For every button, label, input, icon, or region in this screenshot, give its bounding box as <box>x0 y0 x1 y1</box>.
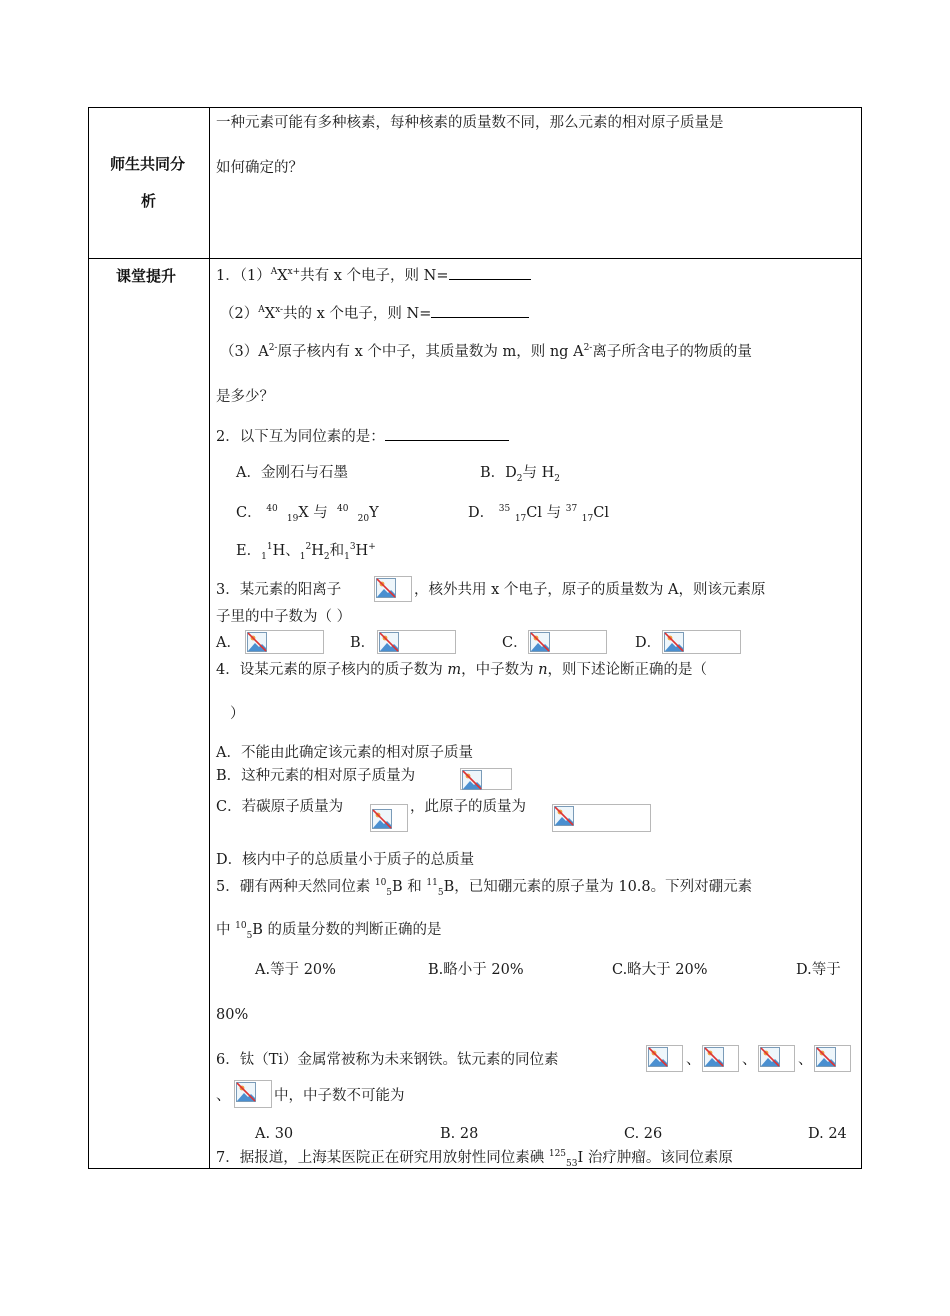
q3-option-b: B． <box>350 635 376 651</box>
broken-image-icon <box>816 1047 836 1067</box>
q2-option-a: A．金刚石与石墨 <box>236 465 348 481</box>
q4-option-b: B．这种元素的相对原子质量为 <box>216 768 416 784</box>
q3-line1-post: ，核外共用 x 个电子，原子的质量数为 A，则该元素原 <box>414 582 766 598</box>
broken-image-icon <box>760 1047 780 1067</box>
q2-option-d: D． $^{35}$ $_{17}$Cl 与 $^{37}$ $_{17}$Cl <box>468 504 609 524</box>
q6-isotope-image-5 <box>234 1080 272 1108</box>
q3-cation-image <box>374 576 412 602</box>
q5-line2: 中 $^{10}_5$B 的质量分数的判断正确的是 <box>216 921 442 941</box>
row-divider <box>89 258 861 259</box>
broken-image-icon <box>462 770 482 790</box>
broken-image-icon <box>704 1047 724 1067</box>
q2-option-c: C． $^{40}$ $_{19}$X 与 $^{40}$ $_{20}$Y <box>236 504 379 524</box>
broken-image-icon <box>376 578 396 598</box>
q3-option-c-image <box>528 630 607 654</box>
q6-separator-1: 、 <box>686 1052 701 1068</box>
q6-isotope-image-1 <box>646 1045 683 1072</box>
row1-label-line2: 析 <box>141 192 157 210</box>
q5-line1: 5．硼有两种天然同位素 $^{10}_5$B 和 $^{11}_5$B，已知硼元素的原子量为 10.8。下列对硼元素 <box>216 878 753 898</box>
q5-option-d: D.等于 <box>796 962 841 978</box>
q4-option-c-mid: ，此原子的质量为 <box>410 799 526 815</box>
q6-isotope-image-3 <box>758 1045 795 1072</box>
q7-line1: 7．据报道，上海某医院正在研究用放射性同位素碘 $^{125}_{53}$I 治疗肿瘤。该同位素原 <box>216 1149 733 1169</box>
broken-image-icon <box>236 1082 256 1102</box>
q5-option-a: A.等于 20% <box>255 962 336 978</box>
q5-option-d-cont: 80% <box>216 1007 249 1023</box>
q5-option-c: C.略大于 20% <box>612 962 708 978</box>
broken-image-icon <box>554 806 574 826</box>
q6-isotope-image-4 <box>814 1045 851 1072</box>
q4-line1: 4．设某元素的原子核内的质子数为 m，中子数为 n，则下述论断正确的是（ <box>216 662 708 678</box>
q4-atom-mass-image <box>552 804 651 832</box>
q3-option-b-image <box>377 630 456 654</box>
q6-line1: 6．钛（Ti）金属常被称为未来钢铁。钛元素的同位素 <box>216 1052 559 1068</box>
q6-separator-4: 、 <box>216 1088 231 1104</box>
q1-blank1[interactable] <box>449 265 531 280</box>
q3-line1-pre: 3．某元素的阳离子 <box>216 582 342 598</box>
q3-option-d: D． <box>635 635 662 651</box>
q1-part2: $(2)^AX^{x-}$共的 x 个电子，则 N= <box>220 303 529 324</box>
q4-line2: ） <box>230 706 245 722</box>
q4-option-a: A．不能由此确定该元素的相对原子质量 <box>216 745 473 761</box>
q4-option-b-image <box>460 768 512 790</box>
broken-image-icon <box>664 632 684 652</box>
q3-option-a-image <box>245 630 324 654</box>
q3-option-a: A． <box>216 635 241 651</box>
broken-image-icon <box>648 1047 668 1067</box>
broken-image-icon <box>372 809 392 829</box>
q6-separator-3: 、 <box>798 1052 813 1068</box>
q1-blank2[interactable] <box>431 303 529 318</box>
q3-line2: 子里的中子数为（ ） <box>216 609 352 625</box>
broken-image-icon <box>247 632 267 652</box>
row1-label-line1: 师生共同分 <box>110 155 186 173</box>
q6-option-b: B. 28 <box>440 1126 479 1142</box>
q6-separator-2: 、 <box>742 1052 757 1068</box>
q3-option-d-image <box>662 630 741 654</box>
q5-option-b: B.略小于 20% <box>428 962 524 978</box>
q2-blank[interactable] <box>385 426 509 441</box>
row1-text-line2: 如何确定的？ <box>216 160 303 176</box>
q6-isotope-image-2 <box>702 1045 739 1072</box>
q4-option-d: D．核内中子的总质量小于质子的总质量 <box>216 852 475 868</box>
q6-option-c: C. 26 <box>624 1126 663 1142</box>
row1-text-line1: 一种元素可能有多种核素，每种核素的质量数不同，那么元素的相对原子质量是 <box>216 115 724 131</box>
q3-option-c: C． <box>502 635 528 651</box>
broken-image-icon <box>379 632 399 652</box>
column-divider <box>209 108 210 1168</box>
q2-option-b: B．$D_2$与 $H_2$ <box>480 465 561 484</box>
q2-stem: 2．以下互为同位素的是： <box>216 426 509 447</box>
q4-carbon-mass-image <box>370 804 408 832</box>
q4-option-c-pre: C．若碳原子质量为 <box>216 799 344 815</box>
q1-part1: 1．$(1)^AX^{x+}$共有 x 个电子，则 N= <box>216 265 531 286</box>
q6-option-d: D. 24 <box>808 1126 847 1142</box>
broken-image-icon <box>530 632 550 652</box>
q2-option-e: E．$_1^1$H、$_1^2H_2$和$_1^3$H+ <box>236 542 376 562</box>
q1-part3-line2: 是多少？ <box>216 389 274 405</box>
row2-label: 课堂提升 <box>116 267 177 285</box>
q6-line2: 中，中子数不可能为 <box>274 1088 405 1104</box>
q1-part3-line1: $(3)A^{2-}$原子核内有 x 个中子，其质量数为 m，则 ng $A^{2-}$离子所含电子的物质的量 <box>220 343 752 360</box>
q6-option-a: A. 30 <box>255 1126 294 1142</box>
